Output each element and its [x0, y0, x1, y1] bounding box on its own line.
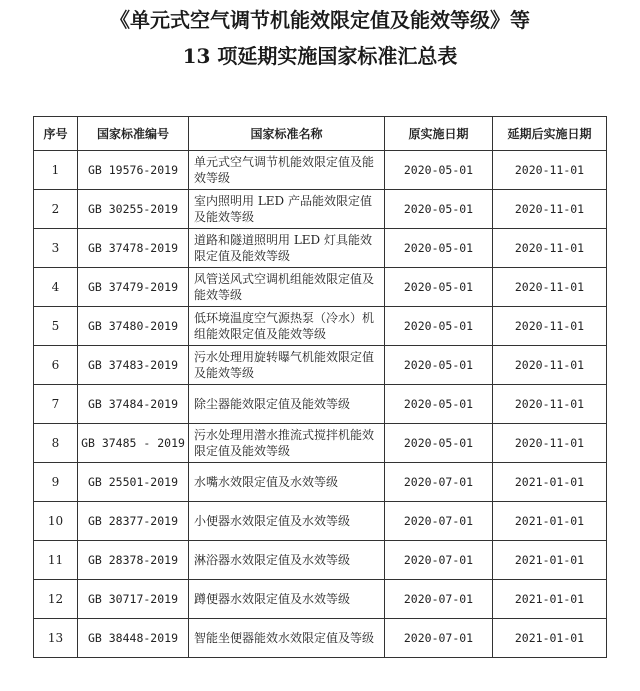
- postponed-date: 2020-11-01: [493, 346, 607, 385]
- table-row: [34, 151, 607, 190]
- original-date: 2020-05-01: [385, 229, 493, 268]
- original-date: 2020-05-01: [385, 346, 493, 385]
- table-row: [34, 463, 607, 502]
- standard-code: GB 37485 - 2019: [78, 424, 189, 463]
- postponed-date: 2020-11-01: [493, 151, 607, 190]
- row-index: 11: [34, 541, 78, 580]
- standard-code: GB 28377-2019: [78, 502, 189, 541]
- row-index: 12: [34, 580, 78, 619]
- table-row: [34, 268, 607, 307]
- header-standard-name: 国家标准名称: [189, 117, 385, 151]
- row-index: 2: [34, 190, 78, 229]
- standard-name: 蹲便器水效限定值及水效等级: [189, 580, 385, 619]
- header-postponed-date: 延期后实施日期: [493, 117, 607, 151]
- original-date: 2020-07-01: [385, 580, 493, 619]
- standard-code: GB 37480-2019: [78, 307, 189, 346]
- postponed-date: 2020-11-01: [493, 385, 607, 424]
- header-index: 序号: [34, 117, 78, 151]
- postponed-date: 2020-11-01: [493, 307, 607, 346]
- standard-name: 风管送风式空调机组能效限定值及能效等级: [189, 268, 385, 307]
- original-date: 2020-05-01: [385, 151, 493, 190]
- row-index: 10: [34, 502, 78, 541]
- standard-name: 单元式空气调节机能效限定值及能效等级: [189, 151, 385, 190]
- header-original-date: 原实施日期: [385, 117, 493, 151]
- original-date: 2020-07-01: [385, 541, 493, 580]
- standards-table: [33, 116, 607, 658]
- table-row: [34, 424, 607, 463]
- standard-name: 污水处理用旋转曝气机能效限定值及能效等级: [189, 346, 385, 385]
- postponed-date: 2021-01-01: [493, 502, 607, 541]
- row-index: 4: [34, 268, 78, 307]
- standard-name: 低环境温度空气源热泵（冷水）机组能效限定值及能效等级: [189, 307, 385, 346]
- original-date: 2020-07-01: [385, 619, 493, 658]
- original-date: 2020-07-01: [385, 502, 493, 541]
- row-index: 9: [34, 463, 78, 502]
- postponed-date: 2020-11-01: [493, 229, 607, 268]
- standard-code: GB 28378-2019: [78, 541, 189, 580]
- standard-name: 小便器水效限定值及水效等级: [189, 502, 385, 541]
- original-date: 2020-07-01: [385, 463, 493, 502]
- original-date: 2020-05-01: [385, 190, 493, 229]
- original-date: 2020-05-01: [385, 424, 493, 463]
- table-row: [34, 190, 607, 229]
- standard-name: 智能坐便器能效水效限定值及等级: [189, 619, 385, 658]
- table-header-row: [34, 117, 607, 151]
- original-date: 2020-05-01: [385, 307, 493, 346]
- standard-code: GB 37484-2019: [78, 385, 189, 424]
- row-index: 8: [34, 424, 78, 463]
- standard-code: GB 37478-2019: [78, 229, 189, 268]
- postponed-date: 2021-01-01: [493, 463, 607, 502]
- postponed-date: 2021-01-01: [493, 580, 607, 619]
- postponed-date: 2020-11-01: [493, 424, 607, 463]
- row-index: 6: [34, 346, 78, 385]
- standard-code: GB 30717-2019: [78, 580, 189, 619]
- postponed-date: 2020-11-01: [493, 268, 607, 307]
- table-row: [34, 541, 607, 580]
- row-index: 1: [34, 151, 78, 190]
- postponed-date: 2021-01-01: [493, 541, 607, 580]
- row-index: 3: [34, 229, 78, 268]
- document-title-line1: 《单元式空气调节机能效限定值及能效等级》等: [110, 8, 530, 32]
- original-date: 2020-05-01: [385, 268, 493, 307]
- standard-name: 室内照明用 LED 产品能效限定值及能效等级: [189, 190, 385, 229]
- standard-code: GB 30255-2019: [78, 190, 189, 229]
- standard-code: GB 38448-2019: [78, 619, 189, 658]
- postponed-date: 2020-11-01: [493, 190, 607, 229]
- document-title-line2: 13 项延期实施国家标准汇总表: [182, 44, 458, 68]
- standard-code: GB 25501-2019: [78, 463, 189, 502]
- table-row: [34, 229, 607, 268]
- standard-code: GB 37479-2019: [78, 268, 189, 307]
- header-standard-code: 国家标准编号: [78, 117, 189, 151]
- original-date: 2020-05-01: [385, 385, 493, 424]
- standard-name: 除尘器能效限定值及能效等级: [189, 385, 385, 424]
- row-index: 5: [34, 307, 78, 346]
- row-index: 7: [34, 385, 78, 424]
- standard-code: GB 19576-2019: [78, 151, 189, 190]
- standard-name: 水嘴水效限定值及水效等级: [189, 463, 385, 502]
- standard-name: 道路和隧道照明用 LED 灯具能效限定值及能效等级: [189, 229, 385, 268]
- table-row: [34, 580, 607, 619]
- table-row: [34, 619, 607, 658]
- table-row: [34, 346, 607, 385]
- postponed-date: 2021-01-01: [493, 619, 607, 658]
- table-row: [34, 385, 607, 424]
- row-index: 13: [34, 619, 78, 658]
- table-row: [34, 502, 607, 541]
- standard-name: 淋浴器水效限定值及水效等级: [189, 541, 385, 580]
- standard-name: 污水处理用潜水推流式搅拌机能效限定值及能效等级: [189, 424, 385, 463]
- table-row: [34, 307, 607, 346]
- standard-code: GB 37483-2019: [78, 346, 189, 385]
